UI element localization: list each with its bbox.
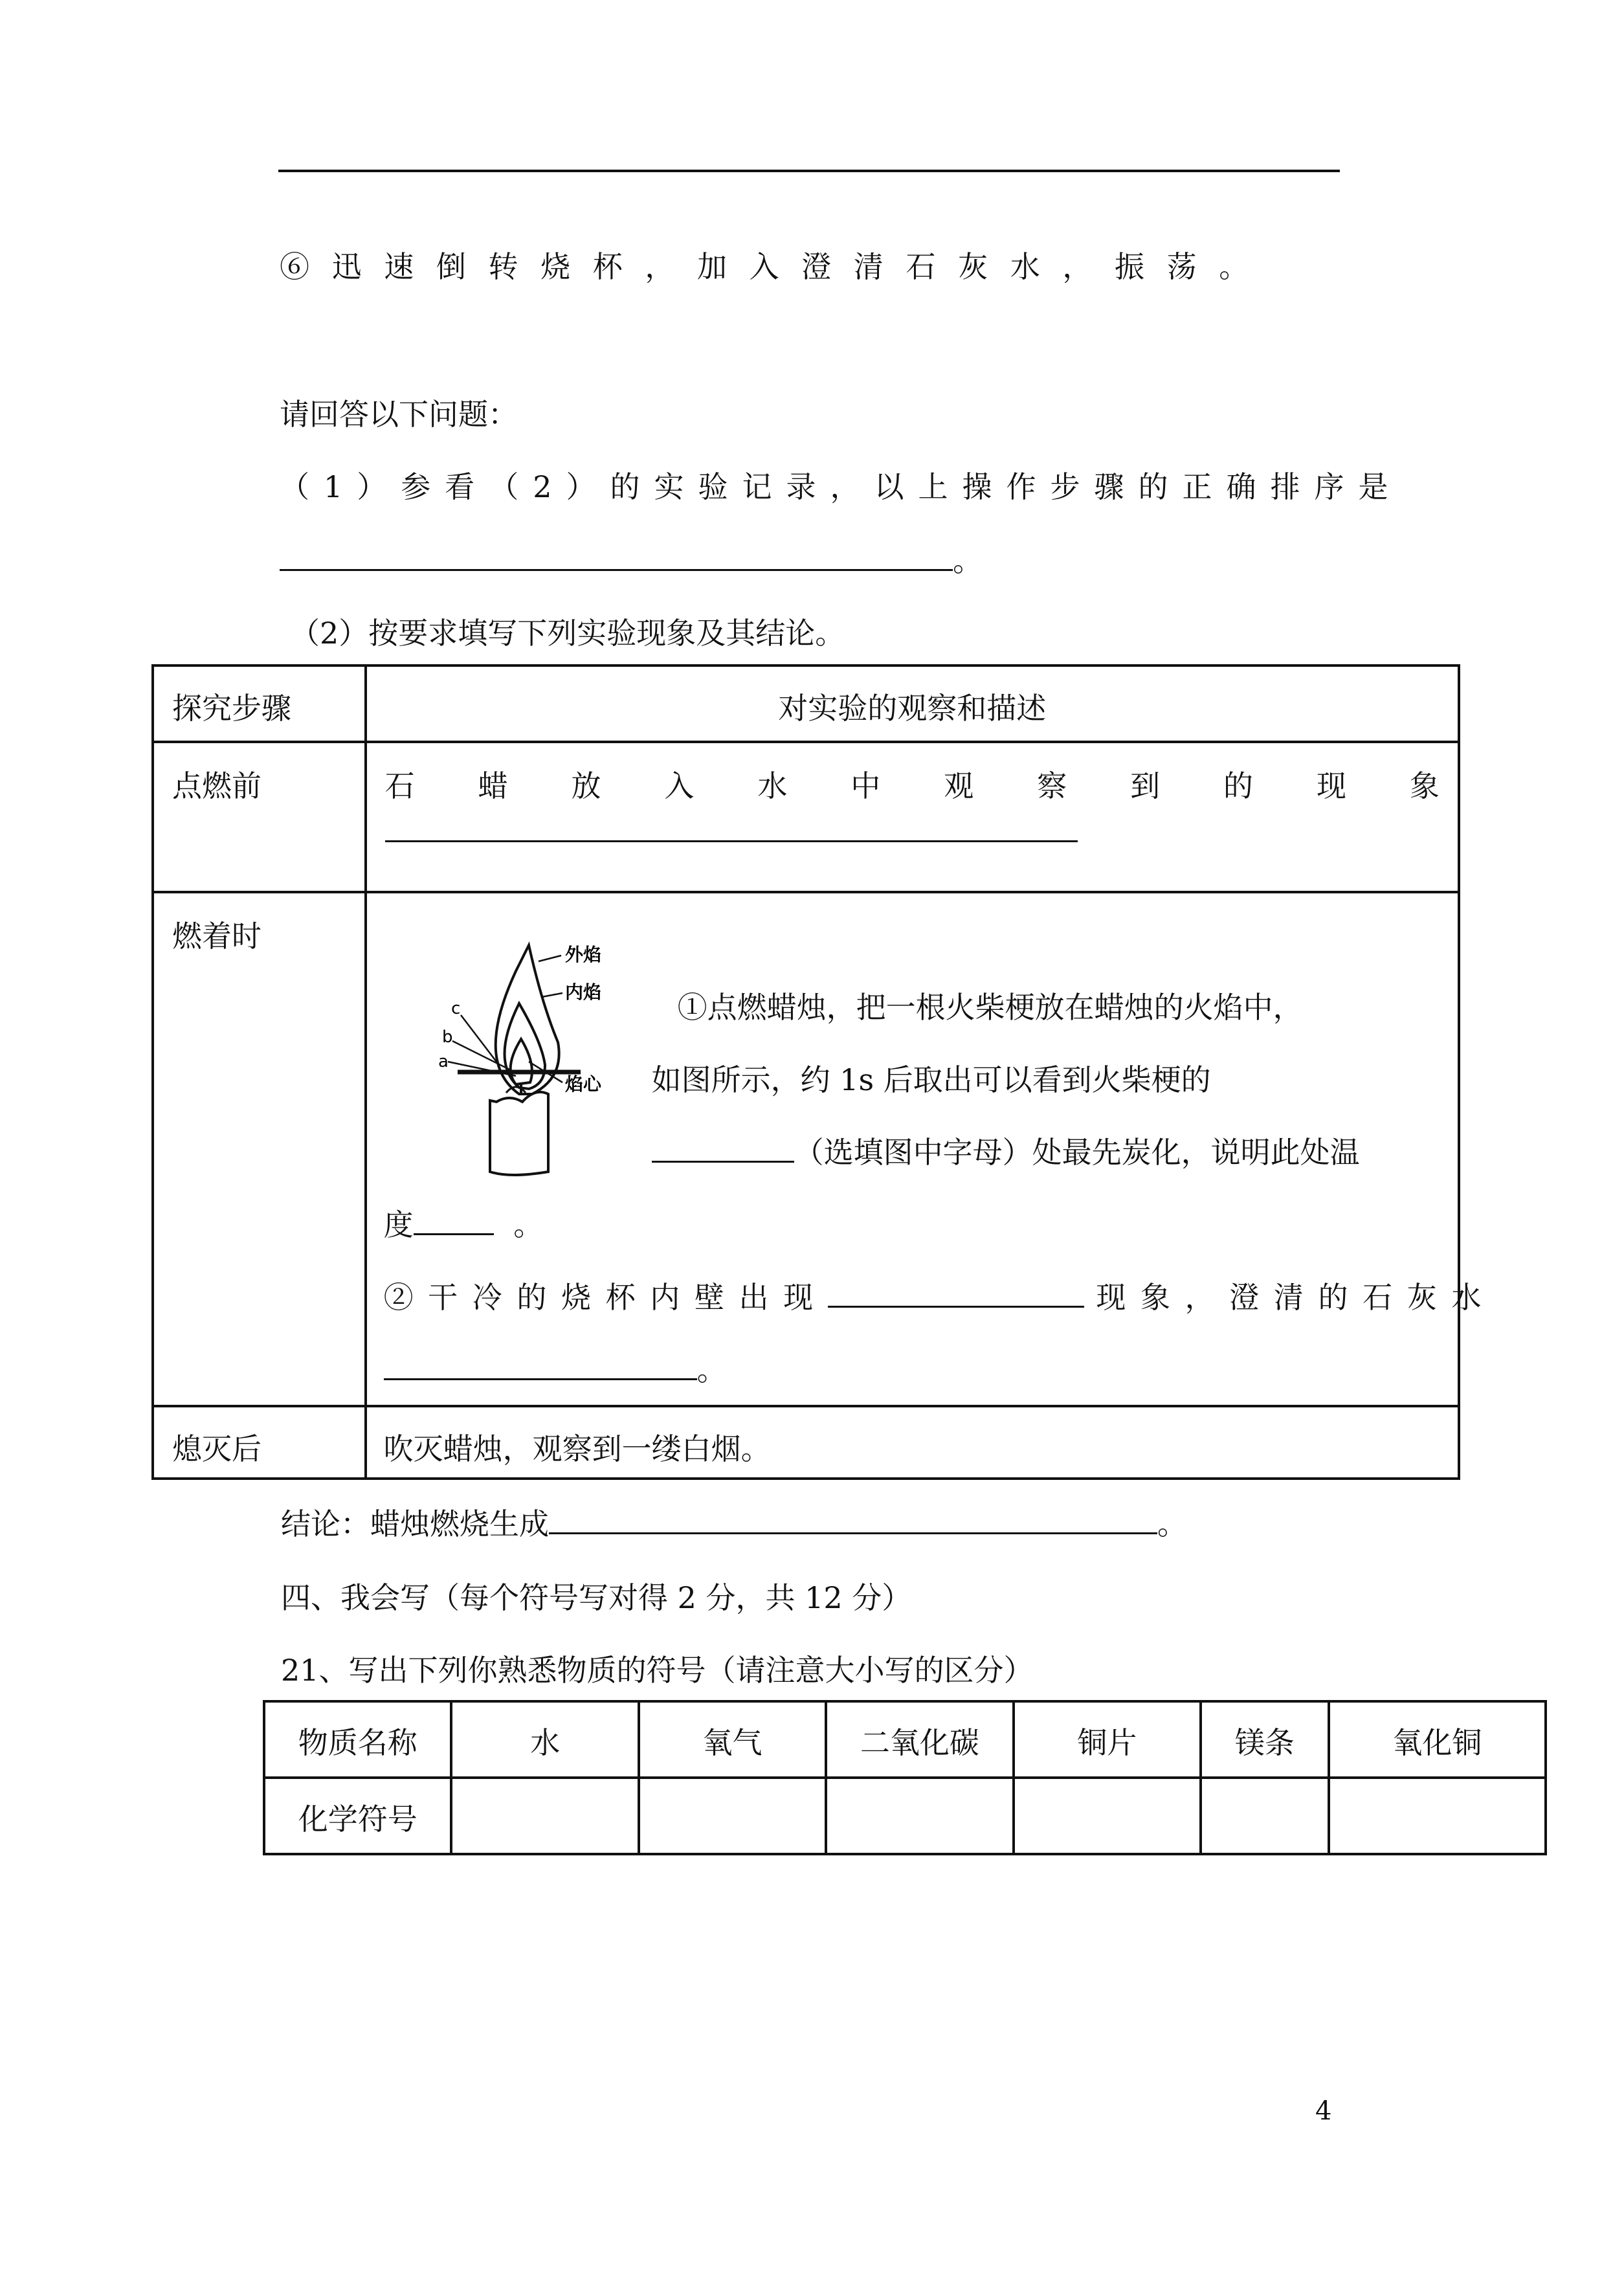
substance-name-row <box>264 1701 1546 1778</box>
conclusion-blank[interactable] <box>549 1504 1157 1534</box>
symbol-answer-cell[interactable] <box>1014 1778 1201 1854</box>
label-outer-flame: 外焰 <box>564 944 601 965</box>
symbol-answer-cell[interactable] <box>451 1778 638 1854</box>
question-2-text: （2）按要求填写下列实验现象及其结论。 <box>290 616 845 651</box>
row-after-desc: 吹灭蜡烛，观察到一缕白烟。 <box>383 1431 771 1466</box>
cell-substance-label: 物质名称 <box>264 1701 451 1778</box>
symbol-answer-cell[interactable] <box>1329 1778 1546 1854</box>
row-before-blank[interactable] <box>385 834 1078 842</box>
symbol-answer-cell[interactable] <box>639 1778 826 1854</box>
cell-copper-oxide: 氧化铜 <box>1329 1701 1546 1778</box>
burning-line-5b: 现 象 ， 澄 清 的 石 灰 水 <box>1096 1280 1484 1315</box>
question-21-text: 21、写出下列你熟悉物质的符号（请注意大小写的区分） <box>281 1653 1034 1688</box>
cell-symbol-label: 化学符号 <box>264 1778 451 1854</box>
row-before-step: 点燃前 <box>172 768 261 803</box>
burning-line-6 <box>384 1347 727 1389</box>
row-before-char: 察 <box>1037 768 1067 803</box>
candle-flame-figure <box>412 932 619 1185</box>
letter-answer-blank[interactable] <box>652 1132 794 1163</box>
label-flame-core: 焰心 <box>564 1073 601 1095</box>
row-before-char: 的 <box>1223 768 1253 803</box>
cell-oxygen: 氧气 <box>639 1701 826 1778</box>
row-before-char: 现 <box>1316 768 1346 803</box>
conclusion-line <box>281 1501 1187 1543</box>
burning-line-5a: ② 干 冷 的 烧 杯 内 壁 出 现 <box>383 1280 816 1315</box>
chemical-symbol-row <box>264 1778 1546 1854</box>
row-before-desc-cell <box>366 742 1459 892</box>
label-b: b <box>441 1027 453 1047</box>
row-before-char: 蜡 <box>478 768 508 803</box>
row-burning-step: 燃着时 <box>172 919 261 954</box>
header-desc: 对实验的观察和描述 <box>778 691 1047 726</box>
question-prompt: 请回答以下问题： <box>280 397 518 432</box>
conclusion-text: 结论：蜡烛燃烧生成 <box>281 1506 549 1541</box>
header-step-cell <box>153 666 366 742</box>
experiment-table <box>151 664 1484 1480</box>
row-burning-desc-cell <box>366 892 1484 1406</box>
temperature-blank[interactable] <box>414 1205 494 1235</box>
label-c: c <box>450 999 460 1018</box>
cell-carbon-dioxide: 二氧化碳 <box>826 1701 1013 1778</box>
row-before-char: 观 <box>944 768 974 803</box>
row-burning-cell <box>153 892 366 1406</box>
burning-line-3-text: （选填图中字母）处最先炭化，说明此处温 <box>794 1135 1360 1170</box>
cell-water: 水 <box>451 1701 638 1778</box>
burning-line-6-period: 。 <box>696 1352 727 1387</box>
cell-copper: 铜片 <box>1014 1701 1201 1778</box>
row-before-char: 中 <box>851 768 881 803</box>
row-before-cell <box>153 742 366 892</box>
question-1-text: （1）参看（2）的实验记录，以上操作步骤的正确排序是 <box>280 469 1403 504</box>
flame-core-shape <box>510 1039 531 1084</box>
row-before-char: 入 <box>664 768 695 803</box>
label-a: a <box>438 1052 449 1071</box>
header-step: 探究步骤 <box>172 691 291 726</box>
q1-period: 。 <box>953 543 983 578</box>
row-before-desc <box>367 743 1458 805</box>
row-before-char: 水 <box>757 768 788 803</box>
row-after-desc-cell <box>366 1406 1459 1479</box>
burning-line-4 <box>384 1202 544 1244</box>
symbol-answer-cell[interactable] <box>826 1778 1013 1854</box>
row-before-char: 放 <box>571 768 601 803</box>
top-answer-line <box>278 170 1340 172</box>
beaker-wall-blank[interactable] <box>828 1277 1084 1308</box>
header-desc-cell <box>366 666 1459 742</box>
row-before-char: 石 <box>384 768 415 803</box>
row-after-step: 熄灭后 <box>172 1431 261 1466</box>
burning-line-2: 如图所示，约 1s 后取出可以看到火柴梗的 <box>651 1062 1211 1097</box>
page-number: 4 <box>1315 2096 1332 2126</box>
burning-line-4-text: 度 <box>383 1207 414 1242</box>
row-before-char: 象 <box>1409 768 1440 803</box>
row-after-cell <box>153 1406 366 1479</box>
section-4-title: 四、我会写（每个符号写对得 2 分，共 12 分） <box>281 1580 912 1615</box>
step-6-text: ⑥ 迅 速 倒 转 烧 杯 ， 加 入 澄 清 石 灰 水 ， 振 荡 。 <box>280 249 1256 284</box>
limewater-blank[interactable] <box>384 1350 697 1380</box>
symbol-answer-cell[interactable] <box>1201 1778 1329 1854</box>
answer-blank[interactable] <box>280 541 953 571</box>
cell-magnesium: 镁条 <box>1201 1701 1329 1778</box>
burning-line-1: ①点燃蜡烛，把一根火柴梗放在蜡烛的火焰中， <box>677 990 1303 1025</box>
burning-line-3 <box>652 1129 1360 1172</box>
question-1-blank <box>280 537 983 580</box>
burning-line-5 <box>384 1274 1484 1317</box>
conclusion-period: 。 <box>1157 1506 1187 1541</box>
label-inner-flame: 内焰 <box>564 981 601 1003</box>
symbols-table <box>263 1700 1547 1855</box>
burning-line-4-period: 。 <box>513 1207 544 1242</box>
row-before-char: 到 <box>1130 768 1161 803</box>
